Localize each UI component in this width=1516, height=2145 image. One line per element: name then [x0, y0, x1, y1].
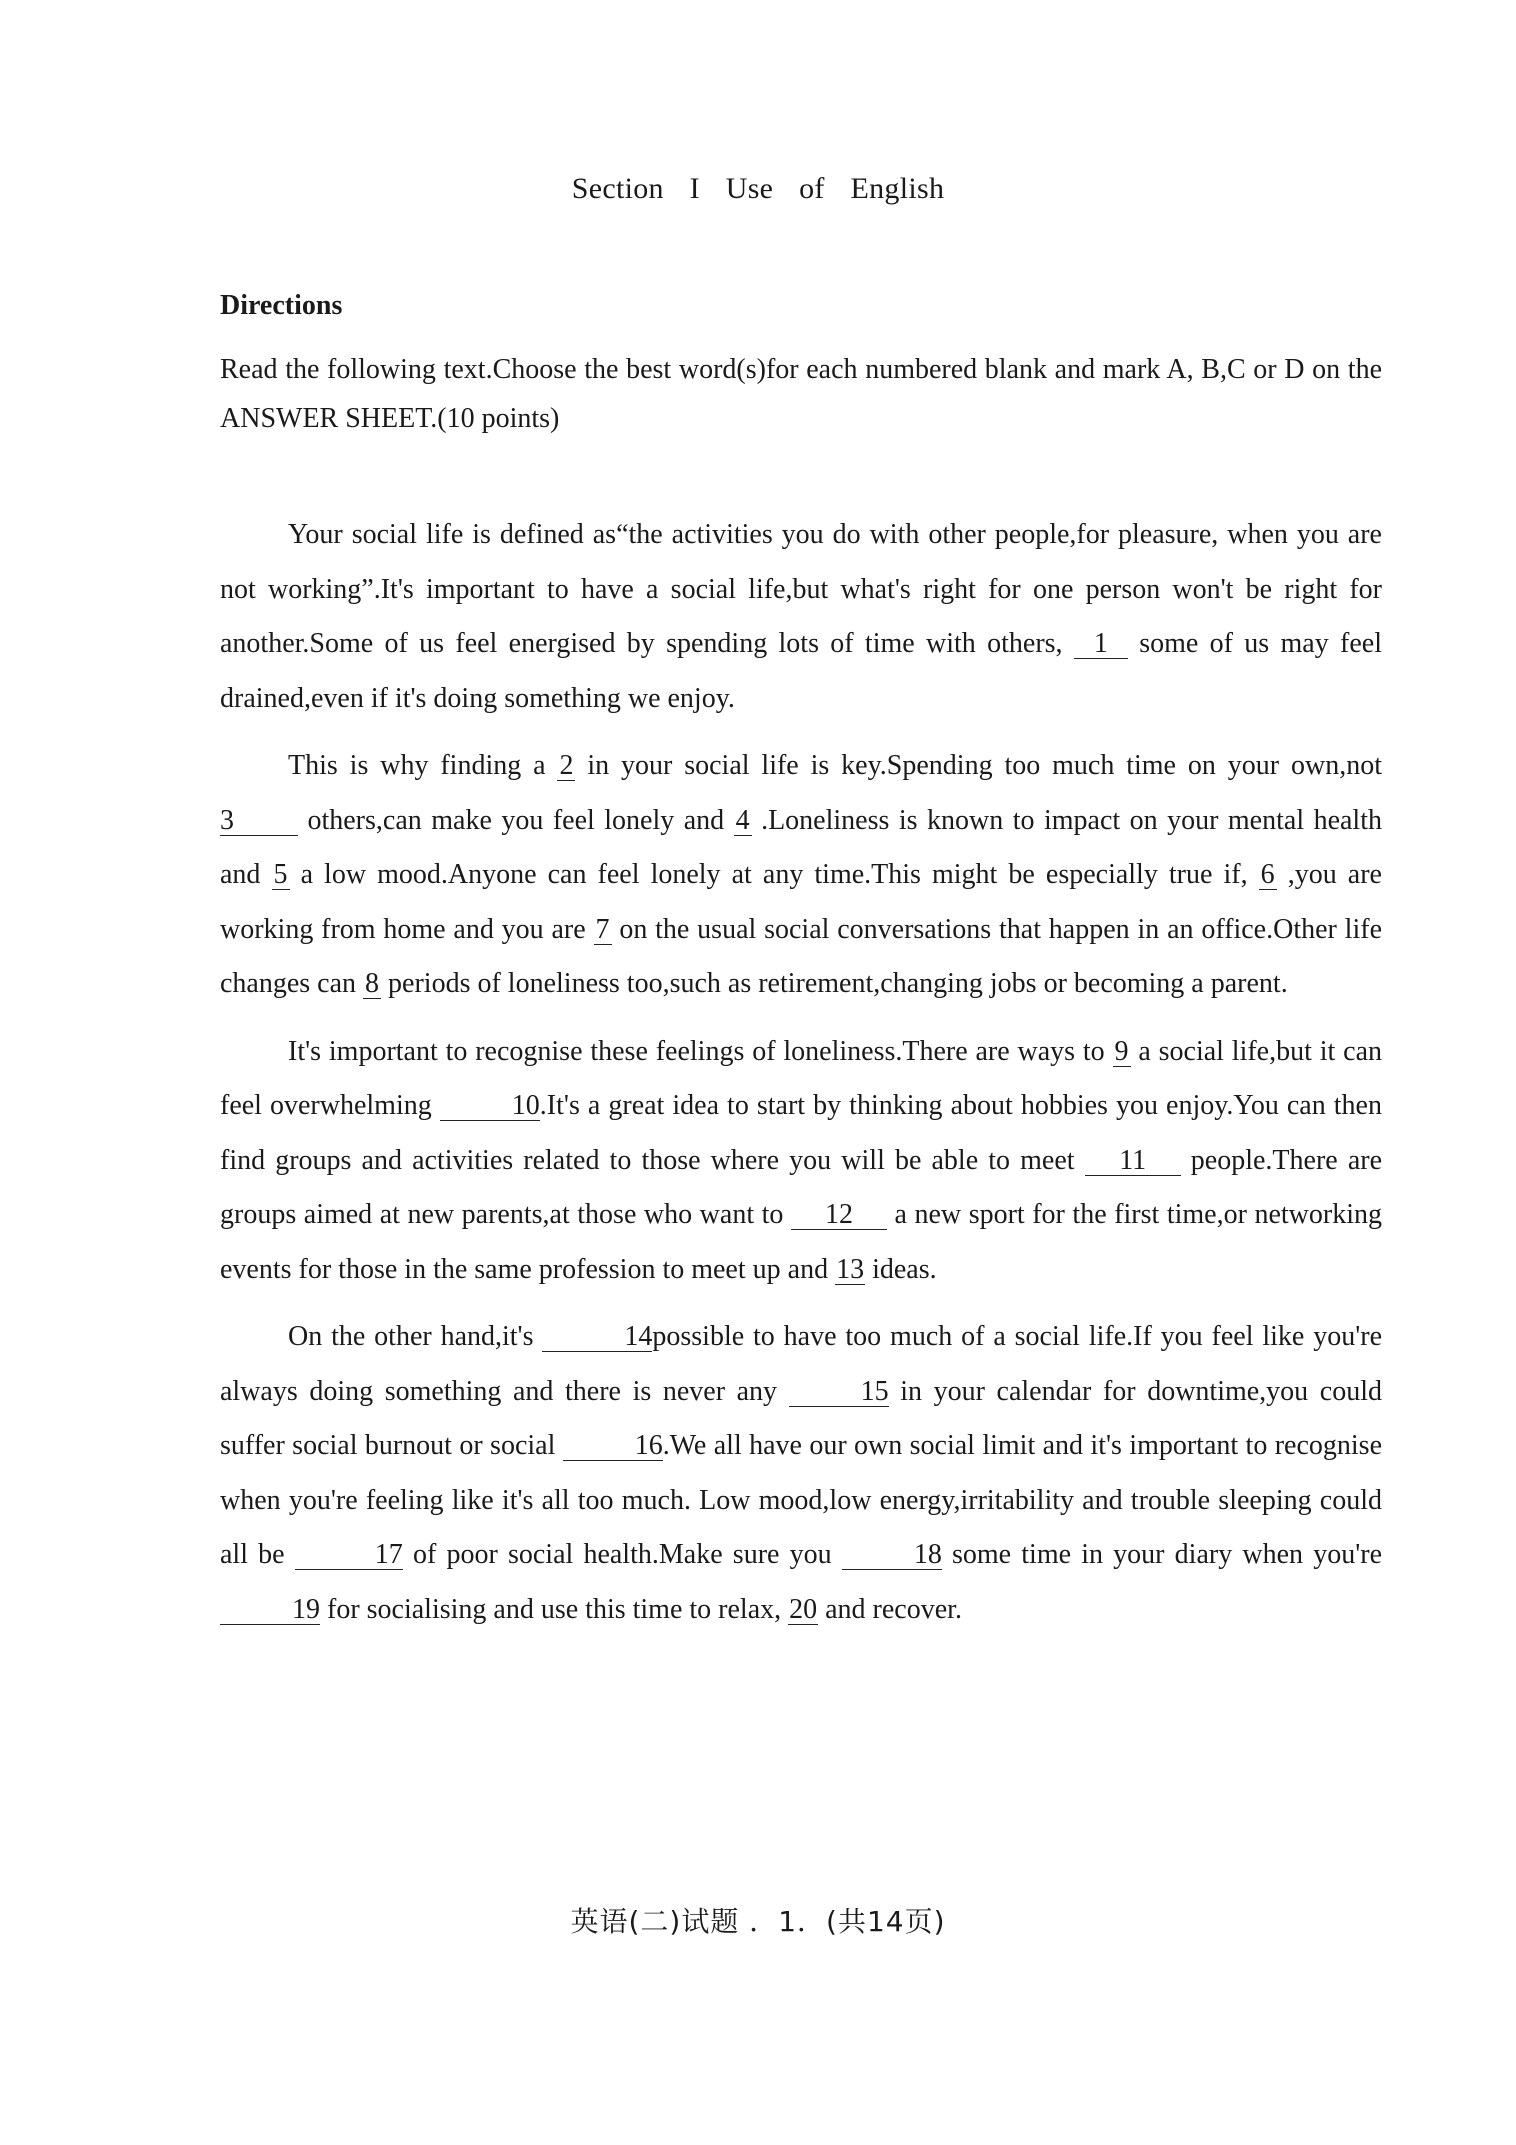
passage-text: periods of loneliness too,such as retirement,changing jobs or becoming a parent.: [381, 968, 1288, 999]
passage-text: a social life,but it can feel overwhelming: [220, 1035, 1382, 1121]
passage-text: ideas.: [865, 1253, 937, 1285]
cloze-passage: [220, 508, 1382, 1650]
passage-text: some of us may feel drained,even if it's doing something we enjoy.: [220, 628, 1382, 714]
passage-text: possible to have too much of a social life.If you feel like you're always doing something and there is never any: [220, 1321, 1382, 1407]
passage-text: It's important to recognise these feelings of loneliness.There are ways to: [288, 1035, 1113, 1067]
passage-text: in your social life is key.Spending too much time on your own,not: [575, 750, 1382, 781]
cloze-blank-13: 13: [836, 1253, 865, 1285]
passage-text: .It's a great idea to start by thinking about hobbies you enjoy.You can then find groups and activities related to those where you will be able to meet: [220, 1090, 1382, 1176]
passage-paragraph: [220, 1310, 1382, 1637]
passage-text: in your calendar for downtime,you could suffer social burnout or social: [220, 1375, 1382, 1461]
passage-text: for socialising and use this time to relax,: [320, 1593, 789, 1625]
passage-paragraph: [220, 508, 1382, 726]
passage-text: ,you are working from home and you are: [220, 859, 1382, 945]
passage-text: This is why finding a: [288, 750, 558, 781]
passage-text: On the other hand,it's: [288, 1321, 543, 1352]
passage-paragraph: [220, 1025, 1382, 1298]
cloze-blank-16: 16: [563, 1432, 663, 1461]
cloze-blank-11: 11: [1085, 1147, 1181, 1176]
directions-text: Read the following text.Choose the best word(s)for each numbered blank and mark A, B,C or D on the ANSWER SHEET.(10 points): [220, 354, 1382, 434]
section-title: Section I Use of English: [571, 172, 945, 205]
passage-text: .Loneliness is known to impact on your mental health and: [220, 804, 1382, 890]
cloze-blank-7: 7: [595, 913, 610, 945]
passage-text: others,can make you feel lonely and: [298, 804, 734, 836]
page-footer: 英语(二)试题 ．1．(共14页): [570, 1905, 946, 1938]
cloze-blank-3: 3: [220, 807, 298, 836]
passage-text: a low mood.Anyone can feel lonely at any time.This might be especially true if,: [289, 859, 1259, 890]
passage-text: .We all have our own social limit and it's important to recognise when you're feeling like it's all too much. Low mood,low energy,irritability and trouble sleeping could all be: [220, 1430, 1382, 1570]
cloze-blank-4: 4: [735, 804, 750, 836]
cloze-blank-20: 20: [789, 1593, 818, 1625]
passage-text: a new sport for the first time,or networking events for those in the same profession to meet up and: [220, 1199, 1382, 1285]
cloze-blank-9: 9: [1114, 1035, 1129, 1067]
directions-heading: Directions: [220, 290, 343, 321]
cloze-blank-14: 14: [542, 1323, 652, 1352]
cloze-blank-6: 6: [1260, 859, 1275, 890]
cloze-blank-8: 8: [365, 968, 380, 999]
cloze-blank-2: 2: [559, 750, 574, 781]
passage-text: Your social life is defined as“the activities you do with other people,for pleasure, when you are not working”.It's important to have a social life,but what's right for one person won't be right for another.Some of us feel energised by spending lots of time with others,: [220, 519, 1382, 659]
cloze-blank-12: 12: [791, 1201, 887, 1230]
cloze-blank-1: 1: [1074, 630, 1128, 659]
cloze-blank-10: 10: [440, 1092, 540, 1121]
passage-text: people.There are groups aimed at new parents,at those who want to: [220, 1144, 1382, 1230]
cloze-blank-17: 17: [295, 1541, 403, 1570]
passage-text: on the usual social conversations that happen in an office.Other life changes can: [220, 913, 1382, 999]
passage-text: of poor social health.Make sure you: [402, 1539, 842, 1570]
cloze-blank-18: 18: [842, 1541, 942, 1570]
passage-text: and recover.: [818, 1593, 962, 1625]
cloze-blank-19: 19: [220, 1596, 320, 1625]
passage-text: some time in your diary when you're: [941, 1539, 1383, 1570]
passage-paragraph: [220, 739, 1382, 1012]
cloze-blank-15: 15: [789, 1378, 889, 1407]
cloze-blank-5: 5: [273, 859, 288, 890]
